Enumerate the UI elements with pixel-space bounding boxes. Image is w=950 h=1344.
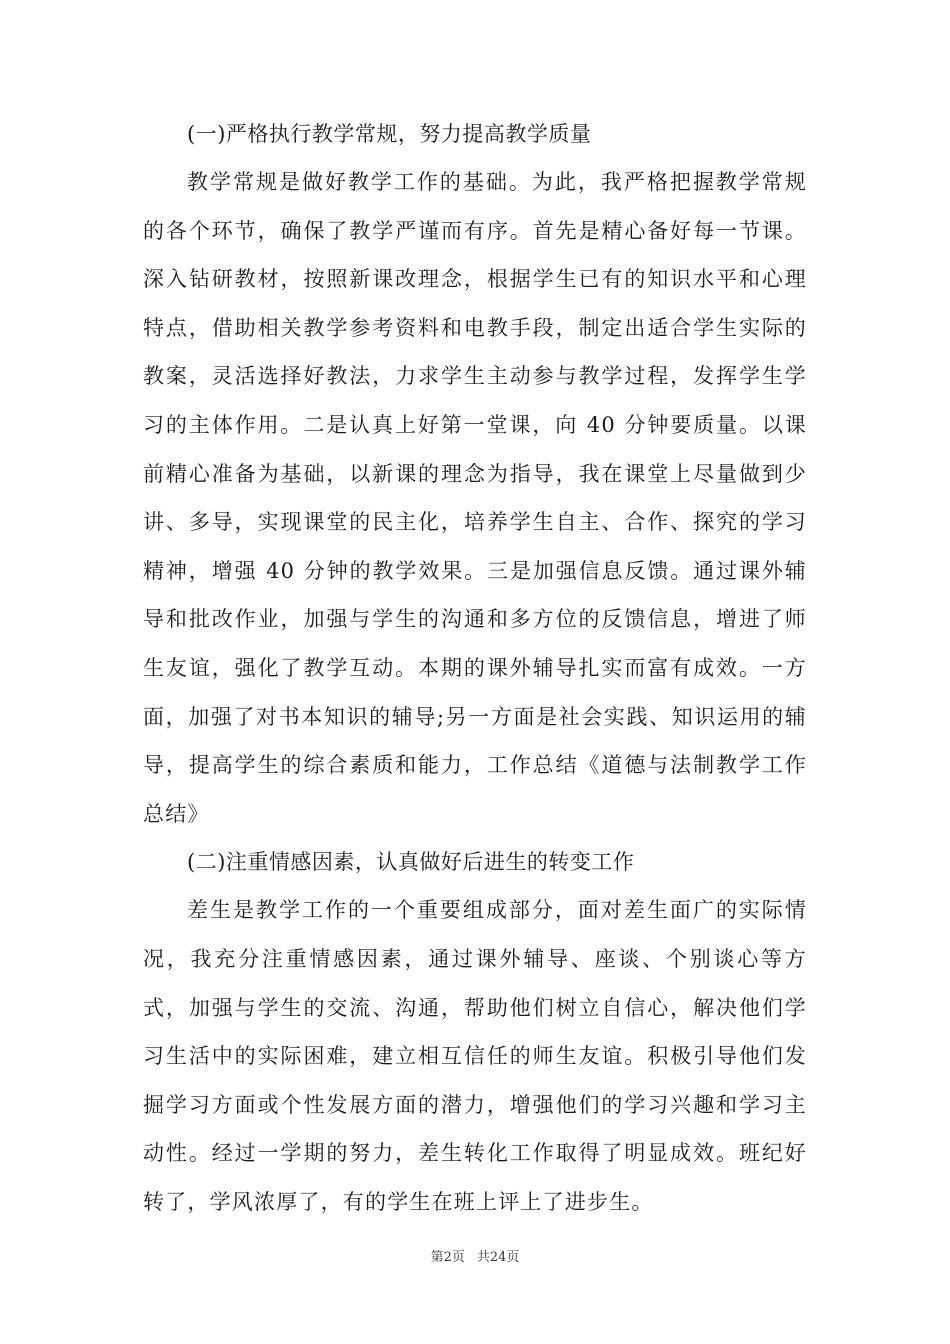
section-2-paragraph: 差生是教学工作的一个重要组成部分，面对差生面广的实际情况，我充分注重情感因素，通过课外辅导、座谈、个别谈心等方式，加强与学生的交流、沟通，帮助他们树立自信心，解决他们学习生活中的实际困难，建立相互信任的师生友谊。积极引导他们发掘学习方面或个性发展方面的潜力，增强他们的学习兴趣和学习主动性。经过一学期的努力，差生转化工作取得了明显成效。班纪好转了，学风浓厚了，有的学生在班上评上了进步生。 [143,898,807,1214]
page-footer [0,1246,950,1265]
section-1-heading: (一)严格执行教学常规，努力提高教学质量 [187,122,592,146]
section-2-heading: (二)注重情感因素，认真做好后进生的转变工作 [187,850,635,875]
section-1-paragraph: 教学常规是做好教学工作的基础。为此，我严格把握教学常规的各个环节，确保了教学严谨而有序。首先是精心备好每一节课。深入钻研教材，按照新课改理念，根据学生已有的知识水平和心理特点，借助相关教学参考资料和电教手段，制定出适合学生实际的教案，灵活选择好教法，力求学生主动参与教学过程，发挥学生学习的主体作用。二是认真上好第一堂课，向 40 分钟要质量。以课前精心准备为基础，以新课的理念为指导，我在课堂上尽量做到少讲、多导，实现课堂的民主化，培养学生自主、合作、探究的学习精神，增强 40 分钟的教学效果。三是加强信息反馈。通过课外辅导和批改作业，加强与学生的沟通和多方位的反馈信息，增进了师生友谊，强化了教学互动。本期的课外辅导扎实而富有成效。一方面，加强了对书本知识的辅导;另一方面是社会实践、知识运用的辅导，提高学生的综合素质和能力，工作总结《道德与法制教学工作总结》 [143,170,807,826]
document-body [143,110,807,1226]
page-count: 共24页 [476,1250,520,1265]
page-number: 第2页 [430,1250,465,1265]
